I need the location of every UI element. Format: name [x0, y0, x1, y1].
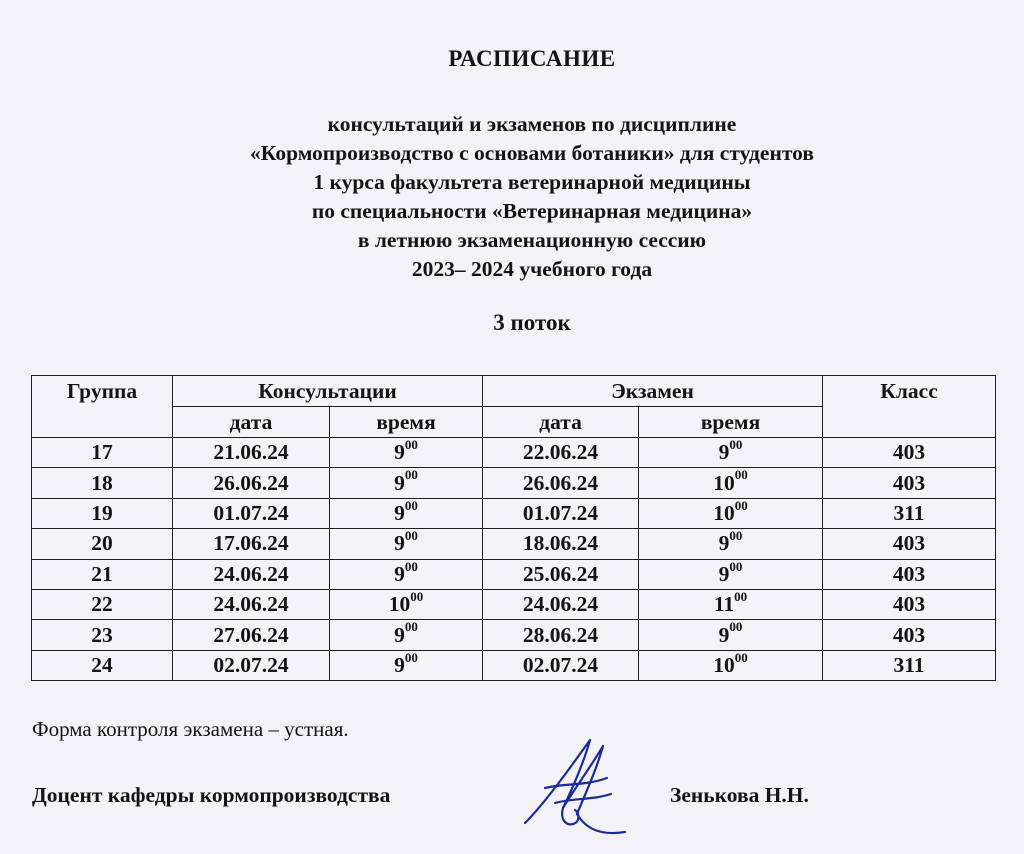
table-row — [32, 589, 996, 619]
table-row — [32, 620, 996, 650]
exam-hour: 9 — [718, 440, 730, 465]
header-group: Группа — [32, 376, 173, 438]
signature-stroke — [562, 808, 578, 824]
subtitle-line-6: 2023– 2024 учебного года — [411, 257, 653, 281]
header-exam-time: время — [639, 407, 823, 438]
exam-minutes: 00 — [734, 497, 748, 513]
cell-cons-time — [330, 620, 483, 650]
handwritten-signature — [515, 728, 635, 848]
table-row — [32, 498, 996, 528]
cell-room: 403 — [823, 589, 996, 619]
exam-minutes: 00 — [729, 528, 743, 544]
exam-hour: 10 — [713, 652, 735, 677]
cell-cons-time — [330, 559, 483, 589]
signer-name: Зенькова Н.Н. — [670, 783, 809, 807]
exam-minutes: 00 — [729, 619, 743, 635]
cell-exam-time — [639, 620, 823, 650]
table-row — [32, 438, 996, 468]
header-exam-date: дата — [483, 407, 639, 438]
cons-hour: 9 — [394, 470, 405, 495]
cell-group: 22 — [32, 589, 173, 619]
cell-room: 403 — [823, 438, 996, 468]
subtitle-line-3: 1 курса факультета ветеринарной медицины — [313, 170, 751, 194]
cell-cons-date: 26.06.24 — [173, 468, 330, 498]
cons-minutes: 00 — [404, 528, 418, 544]
cell-room: 311 — [823, 650, 996, 680]
cell-group: 23 — [32, 620, 173, 650]
exam-minutes: 00 — [734, 467, 748, 483]
cell-exam-date: 28.06.24 — [483, 620, 639, 650]
cell-cons-time — [330, 498, 483, 528]
cell-cons-time — [330, 438, 483, 468]
cell-exam-time — [639, 559, 823, 589]
cell-cons-time — [330, 650, 483, 680]
cell-exam-time — [639, 589, 823, 619]
cell-cons-date: 27.06.24 — [173, 620, 330, 650]
cell-room: 403 — [823, 559, 996, 589]
header-room: Класс — [823, 376, 996, 438]
cell-group: 17 — [32, 438, 173, 468]
cell-cons-time — [330, 589, 483, 619]
cell-cons-time — [330, 468, 483, 498]
exam-hour: 10 — [713, 500, 735, 525]
stream-label: 3 поток — [493, 310, 571, 335]
cons-minutes: 00 — [404, 437, 418, 453]
header-consultations: Консультации — [173, 376, 483, 407]
cons-minutes: 00 — [404, 619, 418, 635]
header-cons-date: дата — [173, 407, 330, 438]
cons-hour: 9 — [394, 622, 405, 647]
cons-hour: 9 — [394, 500, 405, 525]
cons-hour: 9 — [394, 440, 405, 465]
cell-room: 403 — [823, 529, 996, 559]
cell-group: 18 — [32, 468, 173, 498]
cell-exam-time — [639, 529, 823, 559]
signature-stroke — [577, 814, 625, 833]
cell-exam-time — [639, 650, 823, 680]
table-row — [32, 529, 996, 559]
cell-room: 311 — [823, 498, 996, 528]
cons-minutes: 00 — [410, 588, 424, 604]
cell-exam-time — [639, 468, 823, 498]
cell-group: 19 — [32, 498, 173, 528]
cell-cons-date: 02.07.24 — [173, 650, 330, 680]
subtitle-line-2: «Кормопроизводство с основами ботаники» для студентов — [250, 141, 814, 165]
cons-minutes: 00 — [404, 558, 418, 574]
table-row — [32, 650, 996, 680]
cell-exam-date: 22.06.24 — [483, 438, 639, 468]
cons-minutes: 00 — [404, 467, 418, 483]
schedule-table — [31, 375, 996, 681]
cons-hour: 9 — [394, 652, 405, 677]
subtitle-line-5: в летнюю экзаменационную сессию — [357, 228, 707, 252]
cell-cons-date: 24.06.24 — [173, 559, 330, 589]
cell-group: 24 — [32, 650, 173, 680]
cons-hour: 9 — [394, 561, 405, 586]
cell-group: 21 — [32, 559, 173, 589]
cell-exam-date: 24.06.24 — [483, 589, 639, 619]
exam-hour: 9 — [718, 531, 730, 556]
cell-cons-date: 17.06.24 — [173, 529, 330, 559]
exam-minutes: 00 — [729, 437, 743, 453]
subtitle-line-1: консультаций и экзаменов по дисциплине — [327, 112, 737, 136]
cell-cons-date: 01.07.24 — [173, 498, 330, 528]
cell-exam-date: 02.07.24 — [483, 650, 639, 680]
cell-exam-time — [639, 438, 823, 468]
cell-exam-date: 25.06.24 — [483, 559, 639, 589]
exam-hour: 9 — [718, 622, 730, 647]
header-exam: Экзамен — [483, 376, 823, 407]
cell-exam-date: 26.06.24 — [483, 468, 639, 498]
table-row — [32, 468, 996, 498]
cons-minutes: 00 — [404, 497, 418, 513]
cell-exam-date: 01.07.24 — [483, 498, 639, 528]
header-cons-time: время — [330, 407, 483, 438]
cell-exam-date: 18.06.24 — [483, 529, 639, 559]
cell-room: 403 — [823, 620, 996, 650]
cons-minutes: 00 — [404, 649, 418, 665]
cell-cons-date: 24.06.24 — [173, 589, 330, 619]
exam-minutes: 00 — [734, 588, 748, 604]
subtitle-line-4: по специальности «Ветеринарная медицина» — [311, 199, 753, 223]
exam-hour: 10 — [713, 470, 735, 495]
cell-cons-time — [330, 529, 483, 559]
control-form-note: Форма контроля экзамена – устная. — [32, 717, 349, 741]
exam-hour: 9 — [718, 561, 730, 586]
cell-room: 403 — [823, 468, 996, 498]
signer-role: Доцент кафедры кормопроизводства — [32, 783, 391, 807]
cons-hour: 9 — [394, 531, 405, 556]
cell-group: 20 — [32, 529, 173, 559]
cell-cons-date: 21.06.24 — [173, 438, 330, 468]
exam-minutes: 00 — [729, 558, 743, 574]
table-row — [32, 559, 996, 589]
cons-hour: 10 — [388, 592, 411, 617]
cell-exam-time — [639, 498, 823, 528]
document-title: РАСПИСАНИЕ — [448, 46, 616, 71]
exam-hour: 11 — [713, 592, 735, 617]
exam-minutes: 00 — [734, 649, 748, 665]
